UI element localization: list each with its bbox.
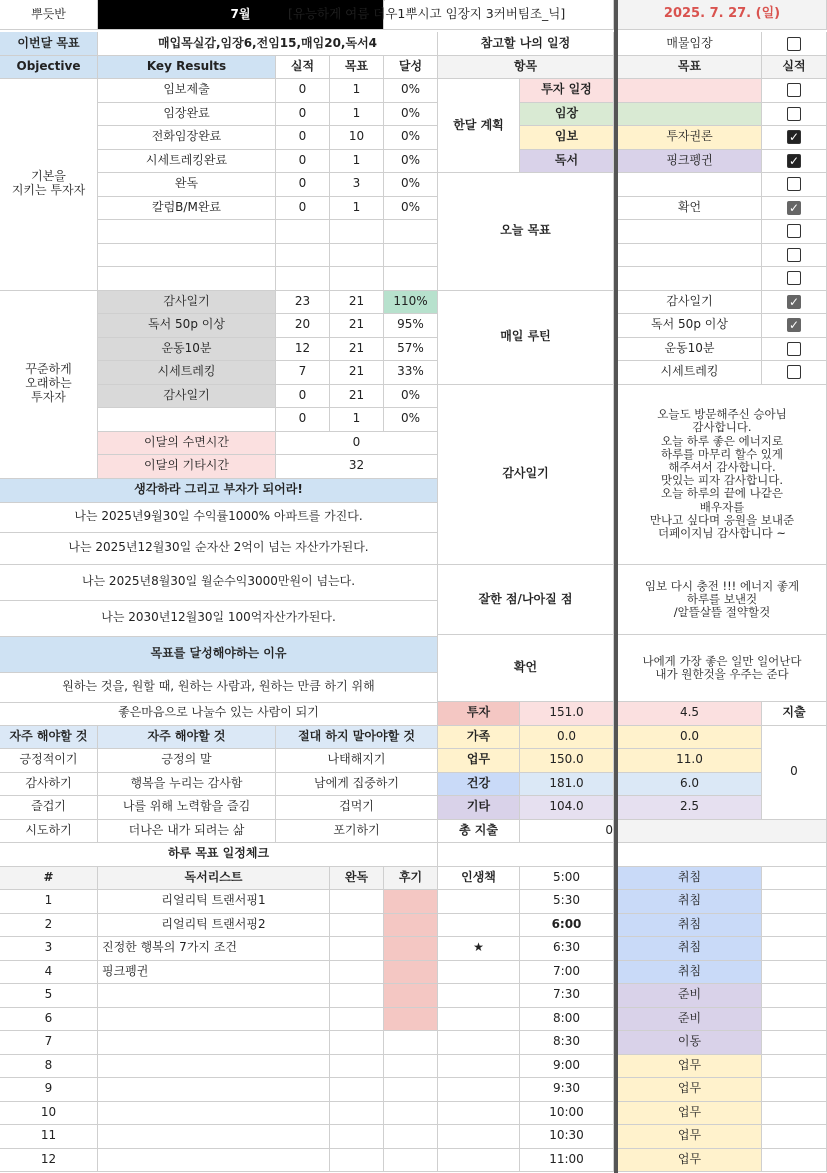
book-num: 4: [0, 961, 98, 985]
book-review-cell[interactable]: [384, 1031, 438, 1055]
col-life: 인생책: [438, 867, 520, 891]
plan-goal: [618, 103, 762, 127]
kr-name: 독서 50p 이상: [98, 314, 276, 338]
book-review-cell[interactable]: [384, 1078, 438, 1102]
empty-cell: [762, 914, 827, 938]
kr-target: 21: [330, 314, 384, 338]
kr-actual: [276, 244, 330, 268]
book-review-cell[interactable]: [384, 1102, 438, 1126]
kr-target: 1: [330, 197, 384, 221]
book-num: 5: [0, 984, 98, 1008]
affirm-label: 확언: [438, 635, 614, 702]
kr-name: 임보제출: [98, 79, 276, 103]
time-task: 업무: [618, 1055, 762, 1079]
plan-item: 임장: [520, 103, 614, 127]
book-done-cell[interactable]: [330, 1078, 384, 1102]
time-slot: 11:00: [520, 1149, 614, 1173]
col-objective: Objective: [0, 56, 98, 79]
plan-item: 독서: [520, 150, 614, 174]
time-slot: 8:30: [520, 1031, 614, 1055]
kr-rate: 0%: [384, 79, 438, 103]
book-num: 8: [0, 1055, 98, 1079]
empty-cell: [762, 961, 827, 985]
empty-cell: [762, 1078, 827, 1102]
book-review-cell[interactable]: [384, 1008, 438, 1032]
habit-do: 나를 위해 노력함을 즐김: [98, 796, 276, 820]
habit-header: 자주 해야할 것: [98, 726, 276, 750]
kr-target: [330, 220, 384, 244]
spend-value: 104.0: [520, 796, 614, 820]
plan-goal: 핑크펭귄: [618, 150, 762, 174]
habit-do: 즐겁기: [0, 796, 98, 820]
book-review-cell[interactable]: [384, 890, 438, 914]
time-slot: 8:00: [520, 1008, 614, 1032]
empty-cell: [762, 890, 827, 914]
book-done-cell[interactable]: [330, 984, 384, 1008]
book-title: [98, 1031, 330, 1055]
purchase-checkbox-cell: [762, 32, 827, 56]
improve-text: 임보 다시 충전 !!! 에너지 좋게 하루를 보낸것 /알뜰살뜰 절약할것: [618, 565, 827, 635]
today-goal: [618, 173, 762, 197]
kr-target: 1: [330, 79, 384, 103]
empty-cell: [762, 1055, 827, 1079]
book-title: [98, 984, 330, 1008]
time-task: 취침: [618, 867, 762, 891]
kr-actual: 0: [276, 197, 330, 221]
kr-name: 운동10분: [98, 338, 276, 362]
kr-name: [98, 220, 276, 244]
time-task: 업무: [618, 1102, 762, 1126]
habit-dont: 나태해지기: [276, 749, 438, 773]
time-task: 취침: [618, 890, 762, 914]
improve-label: 잘한 점/나아질 점: [438, 565, 614, 635]
kr-rate: 33%: [384, 361, 438, 385]
empty-cell: [762, 1031, 827, 1055]
kr-rate: 0%: [384, 197, 438, 221]
book-done-cell[interactable]: [330, 914, 384, 938]
time-task: 업무: [618, 1078, 762, 1102]
col-done: 완독: [330, 867, 384, 891]
book-review-cell[interactable]: [384, 914, 438, 938]
spend-category: 투자: [438, 702, 520, 726]
today-goal: [618, 244, 762, 268]
kr-name: 시세트레킹완료: [98, 150, 276, 174]
kr-target: 10: [330, 126, 384, 150]
book-title: 진정한 행복의 7가지 조건: [98, 937, 330, 961]
routine-goal: 감사일기: [618, 291, 762, 315]
today-goal-checkbox-cell: [762, 220, 827, 244]
kr-target: 1: [330, 150, 384, 174]
empty-cell: [618, 843, 827, 867]
book-title: [98, 1149, 330, 1173]
book-life: [438, 1031, 520, 1055]
routine-checkbox-cell: [762, 314, 827, 338]
total-spend-value: 0: [520, 820, 614, 844]
plan-item: 임보: [520, 126, 614, 150]
routine-checkbox[interactable]: ✓: [788, 294, 800, 309]
time-slot: 5:00: [520, 867, 614, 891]
sleep-value: 0: [276, 432, 438, 456]
book-life: [438, 1102, 520, 1126]
plan-checkbox[interactable]: ✓: [788, 153, 800, 168]
kr-rate: 0%: [384, 408, 438, 432]
habit-do: 더나은 내가 되려는 삶: [98, 820, 276, 844]
plan-checkbox[interactable]: [787, 83, 801, 97]
spend-category: 건강: [438, 773, 520, 797]
time-slot: 6:00: [520, 914, 614, 938]
book-life: [438, 1078, 520, 1102]
routine-goal: 독서 50p 이상: [618, 314, 762, 338]
monthly-plan-label: 한달 계획: [438, 79, 520, 173]
habit-do: 행복을 누리는 감사함: [98, 773, 276, 797]
think-line: 나는 2025년9월30일 수익률1000% 아파트를 가진다.: [0, 503, 438, 533]
plan-checkbox-cell: [762, 79, 827, 103]
time-slot: 6:30: [520, 937, 614, 961]
time-task: 업무: [618, 1149, 762, 1173]
empty-cell: [762, 1008, 827, 1032]
book-review-cell[interactable]: [384, 961, 438, 985]
book-title: 핑크펭귄: [98, 961, 330, 985]
objective-1: 기본을 지키는 투자자: [0, 79, 98, 291]
col-key-results: Key Results: [98, 56, 276, 79]
time-task: 취침: [618, 937, 762, 961]
book-review-cell[interactable]: [384, 1125, 438, 1149]
time-slot: 9:00: [520, 1055, 614, 1079]
daily-check-title: 하루 목표 일정체크: [0, 843, 438, 867]
kr-rate: 0%: [384, 103, 438, 127]
routine-label: 매일 루틴: [438, 291, 614, 385]
routine-checkbox[interactable]: ✓: [788, 318, 800, 333]
today-goal-checkbox[interactable]: [787, 248, 801, 262]
spend-value: 0.0: [520, 726, 614, 750]
reason-title: 목표를 달성해야하는 이유: [0, 637, 438, 673]
kr-rate: 0%: [384, 173, 438, 197]
spend-category: 가족: [438, 726, 520, 750]
book-done-cell[interactable]: [330, 890, 384, 914]
col-num: #: [0, 867, 98, 891]
book-num: 2: [0, 914, 98, 938]
kr-target: 21: [330, 361, 384, 385]
purchase-checkbox[interactable]: [787, 37, 801, 51]
col-actual: 실적: [276, 56, 330, 79]
today-goal-checkbox[interactable]: [787, 271, 801, 285]
header-name: 뿌듯반: [0, 0, 98, 30]
time-task: 취침: [618, 961, 762, 985]
time-task: 준비: [618, 984, 762, 1008]
book-done-cell[interactable]: [330, 1125, 384, 1149]
think-line: 나는 2025년12월30일 순자산 2억이 넘는 자산가가된다.: [0, 533, 438, 565]
col-rate: 달성: [384, 56, 438, 79]
empty-cell: [762, 1125, 827, 1149]
other-time-value: 32: [276, 455, 438, 479]
kr-name: 전화임장완료: [98, 126, 276, 150]
kr-name: 임장완료: [98, 103, 276, 127]
empty-cell: [762, 867, 827, 891]
book-num: 6: [0, 1008, 98, 1032]
empty-cell: [762, 1149, 827, 1173]
think-line: 나는 2025년8월30일 월순수익3000만원이 넘는다.: [0, 565, 438, 601]
habit-header: 자주 해야할 것: [0, 726, 98, 750]
book-review-cell[interactable]: [384, 1149, 438, 1173]
kr-rate: 0%: [384, 385, 438, 409]
book-title: [98, 1008, 330, 1032]
kr-rate: [384, 244, 438, 268]
book-title: [98, 1055, 330, 1079]
book-life: [438, 984, 520, 1008]
schedule-label: 참고할 나의 일정: [438, 32, 614, 56]
goal-label: 이번달 목표: [0, 32, 98, 56]
kr-actual: 12: [276, 338, 330, 362]
book-title: 리얼리틱 트랜서핑2: [98, 914, 330, 938]
kr-target: 21: [330, 385, 384, 409]
kr-actual: [276, 267, 330, 291]
kr-target: [330, 267, 384, 291]
kr-target: 21: [330, 291, 384, 315]
book-life: [438, 1125, 520, 1149]
col-books: 독서리스트: [98, 867, 330, 891]
spend-daily: 11.0: [618, 749, 762, 773]
habit-do: 시도하기: [0, 820, 98, 844]
kr-name: [98, 267, 276, 291]
book-num: 9: [0, 1078, 98, 1102]
time-task: 이동: [618, 1031, 762, 1055]
time-slot: 10:00: [520, 1102, 614, 1126]
empty-cell: [618, 820, 827, 844]
time-task: 준비: [618, 1008, 762, 1032]
total-spend-label: 총 지출: [438, 820, 520, 844]
book-num: 7: [0, 1031, 98, 1055]
routine-checkbox-cell: [762, 361, 827, 385]
today-goal-checkbox[interactable]: ✓: [788, 200, 800, 215]
time-slot: 7:30: [520, 984, 614, 1008]
time-task: 취침: [618, 914, 762, 938]
kr-target: 21: [330, 338, 384, 362]
kr-actual: 0: [276, 79, 330, 103]
book-num: 12: [0, 1149, 98, 1173]
book-num: 10: [0, 1102, 98, 1126]
book-done-cell[interactable]: [330, 1102, 384, 1126]
book-life: [438, 1055, 520, 1079]
book-num: 11: [0, 1125, 98, 1149]
today-goal-checkbox-cell: [762, 267, 827, 291]
book-title: [98, 1078, 330, 1102]
routine-checkbox[interactable]: [787, 342, 801, 356]
plan-checkbox[interactable]: ✓: [788, 130, 800, 145]
book-life: [438, 961, 520, 985]
book-done-cell[interactable]: [330, 937, 384, 961]
kr-rate: 95%: [384, 314, 438, 338]
kr-name: 칼럼B/M완료: [98, 197, 276, 221]
book-num: 1: [0, 890, 98, 914]
routine-goal: 운동10분: [618, 338, 762, 362]
col-item: 항목: [438, 56, 614, 79]
today-goal-checkbox[interactable]: [787, 177, 801, 191]
book-review-cell[interactable]: [384, 937, 438, 961]
reason-line: 좋은마음으로 나눌수 있는 사람이 되기: [0, 702, 438, 726]
book-done-cell[interactable]: [330, 1149, 384, 1173]
routine-checkbox[interactable]: [787, 365, 801, 379]
empty-cell: [762, 984, 827, 1008]
gratitude-label: 감사일기: [438, 385, 614, 566]
book-title: 리얼리틱 트랜서핑1: [98, 890, 330, 914]
habit-do: 긍정의 말: [98, 749, 276, 773]
time-slot: 5:30: [520, 890, 614, 914]
book-title: [98, 1102, 330, 1126]
purchase-label: 매물임장: [618, 32, 762, 56]
book-done-cell[interactable]: [330, 1031, 384, 1055]
kr-rate: 0%: [384, 126, 438, 150]
header-title: [유능하게 여름 더우1뿌시고 임장지 3커버팀조_닉]: [284, 0, 614, 30]
kr-name: [98, 244, 276, 268]
routine-checkbox-cell: [762, 291, 827, 315]
col-goal: 목표: [618, 56, 762, 79]
today-goal-checkbox[interactable]: [787, 224, 801, 238]
habit-dont: 겁먹기: [276, 796, 438, 820]
habit-do: 감사하기: [0, 773, 98, 797]
book-life: [438, 1008, 520, 1032]
other-time-label: 이달의 기타시간: [98, 455, 276, 479]
plan-checkbox-cell: [762, 103, 827, 127]
col-result: 실적: [762, 56, 827, 79]
kr-name: 완독: [98, 173, 276, 197]
kr-rate: [384, 220, 438, 244]
time-slot: 9:30: [520, 1078, 614, 1102]
empty-cell: [762, 937, 827, 961]
reason-line: 원하는 것을, 원할 때, 원하는 사람과, 원하는 만큼 하기 위해: [0, 673, 438, 703]
header-date: 2025. 7. 27. (일): [618, 0, 827, 30]
today-goal: [618, 220, 762, 244]
col-target: 목표: [330, 56, 384, 79]
kr-actual: 20: [276, 314, 330, 338]
plan-checkbox-cell: [762, 126, 827, 150]
kr-name: 감사일기: [98, 291, 276, 315]
book-num: 3: [0, 937, 98, 961]
kr-name: 감사일기: [98, 385, 276, 409]
kr-actual: 7: [276, 361, 330, 385]
plan-item: 투자 일정: [520, 79, 614, 103]
today-goal: [618, 267, 762, 291]
routine-goal: 시세트레킹: [618, 361, 762, 385]
time-task: 업무: [618, 1125, 762, 1149]
kr-actual: 0: [276, 150, 330, 174]
plan-checkbox[interactable]: [787, 107, 801, 121]
kr-rate: 110%: [384, 291, 438, 315]
spend-total-value: 0: [762, 726, 827, 820]
sleep-label: 이달의 수면시간: [98, 432, 276, 456]
book-life: [438, 1149, 520, 1173]
spend-value: 181.0: [520, 773, 614, 797]
time-slot: 10:30: [520, 1125, 614, 1149]
kr-rate: [384, 267, 438, 291]
think-title: 생각하라 그리고 부자가 되어라!: [0, 479, 438, 503]
time-slot: 7:00: [520, 961, 614, 985]
spend-daily: 6.0: [618, 773, 762, 797]
kr-actual: 0: [276, 126, 330, 150]
book-title: [98, 1125, 330, 1149]
kr-actual: 0: [276, 103, 330, 127]
today-goal: 확언: [618, 197, 762, 221]
plan-checkbox-cell: [762, 150, 827, 174]
kr-target: 1: [330, 408, 384, 432]
objective-2: 꾸준하게 오래하는 투자자: [0, 291, 98, 479]
habit-do: 긍정적이기: [0, 749, 98, 773]
kr-rate: 0%: [384, 150, 438, 174]
spend-value: 150.0: [520, 749, 614, 773]
spend-label: 지출: [762, 702, 827, 726]
spend-value: 151.0: [520, 702, 614, 726]
book-life: [438, 914, 520, 938]
kr-actual: [276, 220, 330, 244]
habit-header: 절대 하지 말아야할 것: [276, 726, 438, 750]
book-life: ★: [438, 937, 520, 961]
today-goal-label: 오늘 목표: [438, 173, 614, 291]
book-life: [438, 890, 520, 914]
column-divider: [614, 0, 618, 1173]
empty-cell: [438, 843, 614, 867]
kr-actual: 0: [276, 408, 330, 432]
gratitude-text: 오늘도 방문해주신 승아님 감사합니다. 오늘 하루 좋은 에너지로 하루를 마무리 할수 있게 해주셔서 감사합니다. 맛있는 피자 감사합니다. 오늘 하루의 끝에 나같은 배우자를 만나고 싶다며 응원을 보내준 더페이지님 감사합니다 ~: [618, 385, 827, 566]
empty-cell: [762, 1102, 827, 1126]
habit-dont: 포기하기: [276, 820, 438, 844]
kr-actual: 0: [276, 173, 330, 197]
kr-target: [330, 244, 384, 268]
spend-category: 기타: [438, 796, 520, 820]
book-review-cell[interactable]: [384, 984, 438, 1008]
spend-daily: 4.5: [618, 702, 762, 726]
spend-daily: 2.5: [618, 796, 762, 820]
today-goal-checkbox-cell: [762, 173, 827, 197]
book-done-cell[interactable]: [330, 1055, 384, 1079]
routine-checkbox-cell: [762, 338, 827, 362]
spend-category: 업무: [438, 749, 520, 773]
kr-name: [98, 408, 276, 432]
plan-goal: 투자권론: [618, 126, 762, 150]
today-goal-checkbox-cell: [762, 244, 827, 268]
goal-text: 매입목실감,임장6,전임15,매임20,독서4: [98, 32, 438, 56]
col-review: 후기: [384, 867, 438, 891]
think-line: 나는 2030년12월30일 100억자산가가된다.: [0, 601, 438, 637]
kr-target: 3: [330, 173, 384, 197]
today-goal-checkbox-cell: [762, 197, 827, 221]
kr-name: 시세트레킹: [98, 361, 276, 385]
kr-actual: 0: [276, 385, 330, 409]
spend-daily: 0.0: [618, 726, 762, 750]
kr-target: 1: [330, 103, 384, 127]
plan-goal: [618, 79, 762, 103]
kr-actual: 23: [276, 291, 330, 315]
book-done-cell[interactable]: [330, 961, 384, 985]
affirm-text: 나에게 가장 좋은 일만 일어난다 내가 원한것을 우주는 준다: [618, 635, 827, 702]
book-done-cell[interactable]: [330, 1008, 384, 1032]
header-month: 7월: [98, 0, 384, 30]
book-review-cell[interactable]: [384, 1055, 438, 1079]
habit-dont: 남에게 집중하기: [276, 773, 438, 797]
kr-rate: 57%: [384, 338, 438, 362]
